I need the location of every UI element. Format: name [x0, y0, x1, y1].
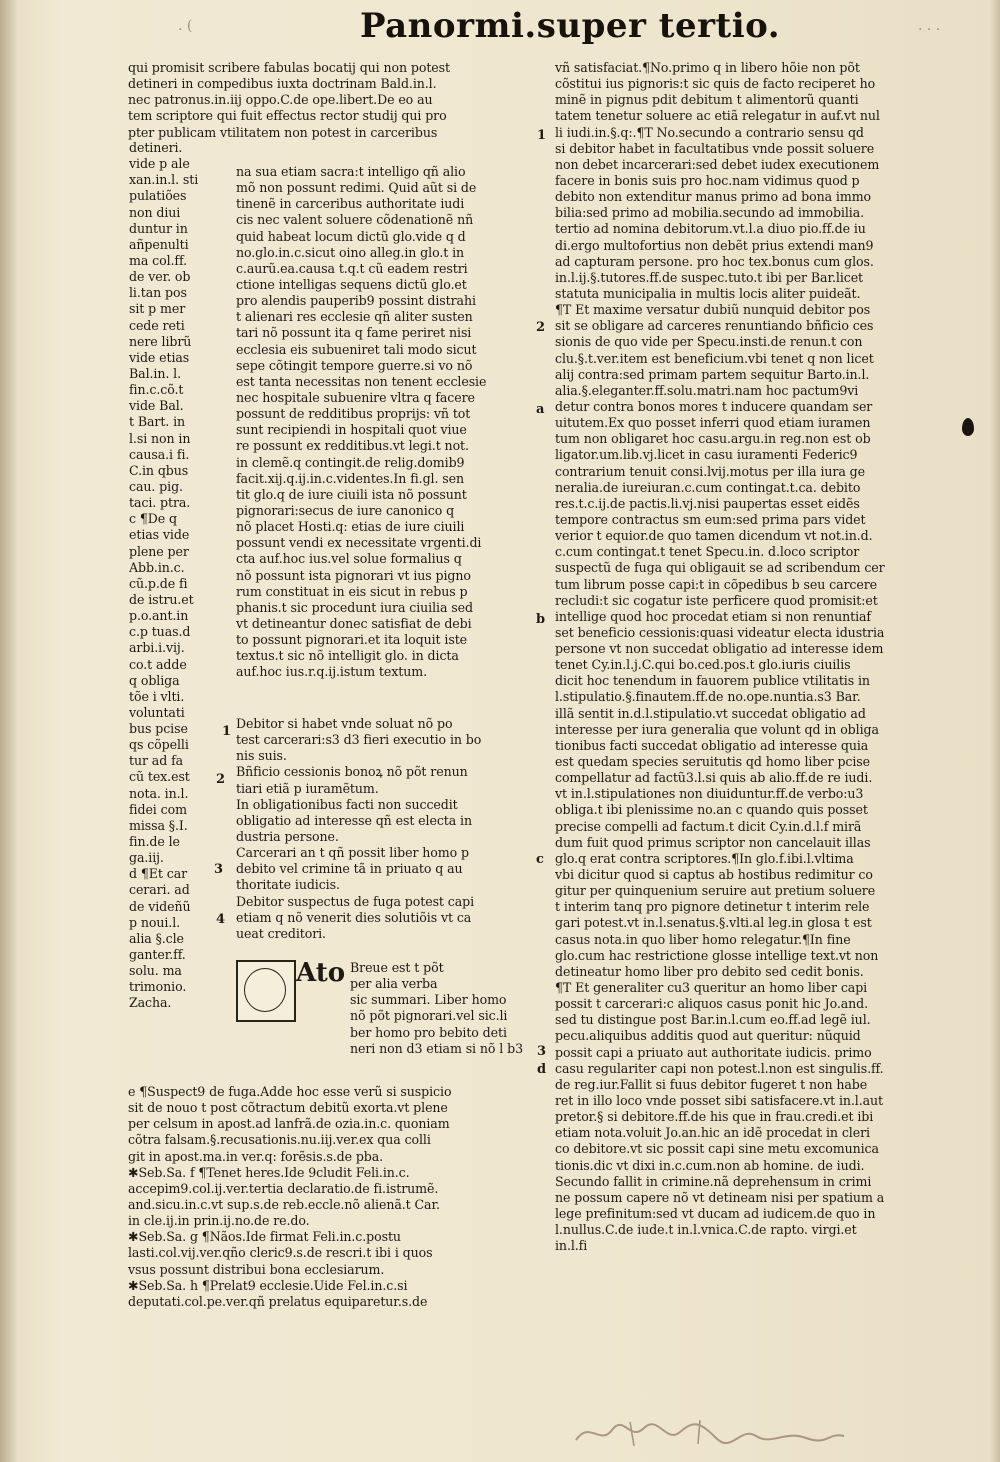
gloss-line: trimonio. [129, 979, 187, 995]
annotation-line: per celsum in apost.ad lanfrã.de ozia.in.c. quoniam [128, 1116, 450, 1132]
summaria-list [236, 716, 532, 942]
gloss-line: vide p ale [129, 156, 190, 172]
annotation-line: sit de nouo t post cõtractum debitũ exorta.vt plene [128, 1100, 448, 1116]
margin-ref-c: c [536, 852, 544, 867]
gloss-line: sit p mer [129, 301, 186, 317]
text-line: uitutem.Ex quo posset inferri quod etiam iuramen [555, 415, 871, 431]
text-line: re possunt ex redditibus.vt legi.t not. [236, 438, 469, 454]
text-line: nec patronus.in.iij oppo.C.de ope.libert.De eo au [128, 92, 433, 108]
summary-number-4: 4 [216, 912, 226, 927]
margin-ref-b: b [536, 612, 546, 627]
text-line: possit capi a priuato aut authoritate iudicis. primo [555, 1044, 872, 1060]
text-line: tempore contractus sm eum:sed prima pars videt [555, 511, 866, 527]
text-line: nõ placet Hosti.q: etias de iure ciuili [236, 519, 465, 535]
column-a-top-text [128, 60, 538, 141]
gloss-line: pulatiões [129, 188, 187, 204]
handwritten-signature [570, 1412, 850, 1452]
running-head: Panormi.super tertio. [360, 6, 781, 46]
text-line: facit.xij.q.ij.in.c.videntes.In fi.gl. sen [236, 470, 465, 486]
text-line: tatem tenetur soluere ac etiã relegatur in auf.vt nul [555, 108, 880, 124]
gloss-line: duntur in [129, 220, 188, 236]
text-line: interesse per iura generalia que volunt qd in obliga [555, 721, 879, 737]
gloss-line: de ver. ob [129, 269, 191, 285]
marginal-gloss-column [129, 140, 224, 1012]
margin-ref-2: 2 [536, 320, 546, 335]
text-line: li iudi.in.§.q:.¶T No.secundo a contrario sensu qd [555, 124, 864, 140]
annotation-line: and.sicu.in.c.vt sup.s.de reb.eccle.nõ alienã.t Car. [128, 1196, 440, 1212]
summary-line: In obligationibus facti non succedit [236, 796, 458, 812]
summary-line: ueat creditori. [236, 925, 326, 941]
text-line: tum librum posse capi:t in cõpedibus b seu carcere [555, 576, 877, 592]
text-line: ecclesia eis subueniret tali modo sicut [236, 341, 477, 357]
text-line: detineri in compedibus iuxta doctrinam Bald.in.l. [128, 76, 437, 92]
gloss-line: Bal.in. l. [129, 365, 181, 381]
gloss-line: vide Bal. [129, 398, 184, 414]
gloss-line: nota. in.l. [129, 785, 189, 801]
text-line: glo.cum hac restrictione glosse intellige text.vt non [555, 947, 879, 963]
summary-line: Carcerari an t qñ possit liber homo p [236, 845, 469, 861]
gloss-line: tõe i vlti. [129, 688, 185, 704]
gloss-line: p.o.ant.in [129, 608, 189, 624]
text-line: rum constituat in eis sicut in rebus p [236, 583, 468, 599]
gloss-line: nere librũ [129, 333, 192, 349]
gloss-line: non diui [129, 204, 181, 220]
text-line: ¶T Et generaliter cu3 queritur an homo liber capi [555, 980, 868, 996]
column-a-annotations [128, 1084, 538, 1310]
margin-ref-3: 3 [537, 1044, 547, 1059]
text-line: persone vt non succedat obligatio ad interesse idem [555, 641, 884, 657]
gloss-line: Abb.in.c. [129, 559, 185, 575]
text-line: pignorari:secus de iure canonico q [236, 502, 455, 518]
text-line: est quedam species seruitutis qd homo liber pcise [555, 754, 870, 770]
annotation-line: deputati.col.pe.ver.qñ prelatus equiparetur.s.de [128, 1293, 428, 1309]
text-line: ctione intelligas sequens dictũ glo.et [236, 276, 467, 292]
text-line: di.ergo multofortius non debẽt prius extendi man9 [555, 237, 874, 253]
gloss-line: plene per [129, 543, 189, 559]
text-line: c.cum contingat.t tenet Specu.in. d.loco scriptor [555, 544, 860, 560]
text-line: c.aurũ.ea.causa t.q.t cũ eadem restri [236, 260, 468, 276]
gloss-line: alia §.cle [129, 930, 184, 946]
summary-line: debito vel crimine tã in priuato q au [236, 861, 463, 877]
gloss-line: fidei com [129, 801, 187, 817]
text-line: sionis de quo vide per Specu.insti.de renun.t con [555, 334, 863, 350]
gloss-line: ga.iij. [129, 850, 164, 866]
gloss-line: d ¶Et car [129, 866, 188, 882]
text-line: casu regulariter capi non potest.l.non est singulis.ff. [555, 1060, 884, 1076]
summary-line: Bñficio cessionis bonoꝝ nõ põt renun [236, 764, 468, 780]
text-line: gari potest.vt in.l.senatus.§.vlti.al leg.in glosa t est [555, 915, 872, 931]
annotation-line: e ¶Suspect9 de fuga.Adde hoc esse verũ si suspicio [128, 1084, 452, 1099]
text-line: ligator.um.lib.vj.licet in casu iuramenti Federic9 [555, 447, 858, 463]
text-line: facere in bonis suis pro hoc.nam vidimus quod p [555, 172, 860, 188]
gloss-line: taci. ptra. [129, 495, 191, 511]
text-line: alia.§.eleganter.ff.solu.matri.nam hoc pactum9vi [555, 382, 859, 398]
text-line: textus.t sic nõ intelligit glo. in dicta [236, 648, 459, 664]
text-line: in.l.fi [555, 1238, 588, 1254]
gloss-line: fin.c.cõ.t [129, 382, 184, 398]
column-a-middle-text [236, 164, 532, 681]
initial-ornament [244, 968, 286, 1012]
summary-number-1: 1 [222, 724, 232, 739]
text-line: pecu.aliquibus additis quod aut queritur: nũquid [555, 1028, 861, 1044]
text-line: dicit hoc tenendum in fauorem publice vtilitatis in [555, 673, 870, 689]
decorated-initial-n [236, 960, 296, 1022]
annotation-line: vsus possunt distribui bona ecclesiarum. [128, 1261, 385, 1277]
gloss-line: ma col.ff. [129, 252, 187, 268]
text-line: tem scriptore qui fuit effectus rector studij qui pro [128, 108, 447, 124]
gloss-line: etias vide [129, 527, 190, 543]
text-line: possunt vendi ex necessitate vrgenti.di [236, 535, 482, 551]
text-line: t alienari res ecclesie qñ aliter susten [236, 309, 473, 325]
ink-blot-mark [962, 418, 974, 436]
text-line: neralia.de iureiuran.c.cum contingat.t.ca. debito [555, 479, 861, 495]
text-line: t interim tanq pro pignore detinetur t interim rele [555, 899, 870, 915]
text-line: bilia:sed primo ad mobilia.secundo ad immobilia. [555, 205, 865, 221]
text-line: obliga.t ibi plenissime no.an c quando quis posset [555, 802, 868, 818]
gloss-line: p noui.l. [129, 914, 181, 930]
text-line: nec hospitale subuenire vltra q facere [236, 389, 475, 405]
gloss-line: c ¶De q [129, 511, 177, 527]
corner-mark-right: . . . [918, 18, 941, 34]
text-line: mõ non possunt redimi. Quid aũt si de [236, 180, 477, 196]
gloss-line: C.in qbus [129, 462, 189, 478]
gloss-line: t Bart. in [129, 414, 186, 430]
gloss-line: qs cõpelli [129, 737, 189, 753]
text-line: phanis.t sic procedunt iura ciuilia sed [236, 599, 473, 615]
text-line: auf.hoc ius.r.q.ij.istum textum. [236, 664, 427, 680]
text-line: verior t equior.de quo tamen dicendum vt not.in.d. [555, 528, 873, 544]
incipit-line: sic summari. Liber homo [350, 992, 507, 1008]
text-line: tinenẽ in carceribus authoritate iudi [236, 196, 465, 212]
annotation-line: cõtra falsam.§.recusationis.nu.iij.ver.ex qua colli [128, 1132, 431, 1148]
summary-line: test carcerari:s3 d3 fieri executio in bo [236, 732, 482, 748]
gloss-line: l.si non in [129, 430, 191, 446]
annotation-line: ✱Seb.Sa. f ¶Tenet heres.Ide 9cludit Feli.in.c. [128, 1164, 410, 1180]
text-line: tertio ad nomina debitorum.vt.l.a diuo pio.ff.de iu [555, 221, 866, 237]
gloss-line: cede reti [129, 317, 185, 333]
text-line: quid habeat locum dictũ glo.vide q d [236, 228, 466, 244]
gutter-shadow [0, 0, 18, 1462]
text-line: est tanta necessitas non tenent ecclesie [236, 373, 487, 389]
column-b-text [555, 60, 967, 1254]
text-line: casus nota.in quo liber homo relegatur.¶In fine [555, 931, 851, 947]
summary-number-3: 3 [214, 862, 224, 877]
gloss-line: solu. ma [129, 963, 182, 979]
gloss-line: fin.de le [129, 834, 180, 850]
incipit-line: nõ põt pignorari.vel sic.li [350, 1008, 508, 1024]
text-line: tari nõ possunt ita q fame periret nisi [236, 325, 472, 341]
text-line: sunt recipiendi in hospitali quot viue [236, 422, 467, 438]
text-line: alij contra:sed primam partem sequitur Barto.in.l. [555, 366, 870, 382]
gloss-line: missa §.I. [129, 817, 188, 833]
text-line: sed tu distingue post Bar.in.l.cum eo.ff.ad legẽ iul. [555, 1012, 871, 1028]
summary-line: etiam q nõ venerit dies solutiõis vt ca [236, 909, 472, 925]
text-line: possit t carcerari:c aliquos casus ponit hic Jo.and. [555, 996, 869, 1012]
incipit-line: ber homo pro bebito deti [350, 1024, 507, 1040]
text-line: detur contra bonos mores t inducere quandam ser [555, 398, 873, 414]
summary-line: dustria persone. [236, 828, 339, 844]
text-line: ne possum capere nõ vt detineam nisi per spatium a [555, 1189, 885, 1205]
text-line: possunt de redditibus proprijs: vñ tot [236, 406, 471, 422]
incipit-line: per alia verba [350, 976, 438, 992]
margin-ref-d: d [537, 1062, 547, 1077]
text-line: Secundo fallit in crimine.nã deprehensum in crimi [555, 1173, 872, 1189]
text-line: tionis.dic vt dixi in.c.cum.non ab homine. de iudi. [555, 1157, 865, 1173]
text-line: tit glo.q de iure ciuili ista nõ possunt [236, 486, 467, 502]
text-line: compellatur ad factũ3.l.si quis ab alio.ff.de re iudi. [555, 770, 873, 786]
text-line: lege prefinitum:sed vt ducam ad iudicem.de quo in [555, 1205, 876, 1221]
text-line: tum non obligaret hoc casu.argu.in reg.non est ob [555, 431, 871, 447]
text-line: glo.q erat contra scriptores.¶In glo.f.ibi.l.vltima [555, 850, 854, 866]
summary-number-2: 2 [216, 772, 226, 787]
summary-line: Debitor si habet vnde soluat nõ po [236, 716, 453, 731]
gloss-line: de istru.et [129, 591, 194, 607]
gloss-line: xan.in.l. sti [129, 172, 199, 188]
gloss-line: arbi.i.vij. [129, 640, 185, 656]
text-line: de reg.iur.Fallit si fuus debitor fugeret t non habe [555, 1076, 868, 1092]
text-line: ¶T Et maxime versatur dubiũ nunquid debitor pos [555, 302, 871, 318]
text-line: si debitor habet in facultatibus vnde possit soluere [555, 140, 875, 156]
text-line: cis nec valent soluere cõdenationẽ nñ [236, 212, 474, 228]
text-line: clu.§.t.ver.item est beneficium.vbi tenet q non licet [555, 350, 874, 366]
text-line: to possunt pignorari.et ita loquit iste [236, 632, 468, 648]
text-line: l.stipulatio.§.finautem.ff.de no.ope.nuntia.s3 Bar. [555, 689, 861, 705]
annotation-line: accepim9.col.ij.ver.tertia declaratio.de fi.istrumẽ. [128, 1180, 439, 1196]
incipit-text [350, 960, 532, 1057]
text-line: contrarium tenuit consi.lvij.motus per illa iura ge [555, 463, 865, 479]
text-line: debito non extenditur manus primo ad bona immo [555, 189, 872, 205]
text-line: cta auf.hoc ius.vel solue formalius q [236, 551, 462, 567]
text-line: non debet incarcerari:sed debet iudex executionem [555, 156, 880, 172]
text-line: ret in illo loco vnde posset sibi satisfacere.vt in.l.aut [555, 1093, 884, 1108]
gloss-line: bus pcise [129, 721, 188, 737]
incipit-word: Ato [296, 958, 346, 988]
annotation-line: ✱Seb.Sa. g ¶Nãos.Ide firmat Feli.in.c.postu [128, 1229, 401, 1245]
text-line: tionibus facti succedat obligatio ad interesse quia [555, 737, 869, 753]
incipit-line: neri non d3 etiam si nõ l b3 [350, 1040, 523, 1056]
text-line: statuta municipalia in multis locis aliter puideãt. [555, 285, 861, 301]
text-line: vt in.l.stipulationes non diuiduntur.ff.de verbo:u3 [555, 786, 864, 802]
annotation-line: ✱Seb.Sa. h ¶Prelat9 ecclesie.Uide Fel.in.c.si [128, 1277, 408, 1293]
annotation-line: in cle.ij.in prin.ij.no.de re.do. [128, 1213, 310, 1229]
text-line: pro alendis pauperib9 possint distrahi [236, 293, 476, 309]
text-line: illã sentit in.d.l.stipulatio.vt succedat obligatio ad [555, 705, 866, 721]
gloss-line: voluntati [129, 704, 185, 720]
text-line: gitur per quinquenium seruire aut pretium soluere [555, 883, 876, 899]
page-edge-shadow [990, 0, 1000, 1462]
annotation-line: git in apost.ma.in ver.q: forẽsis.s.de pba. [128, 1148, 384, 1164]
gloss-line: tur ad fa [129, 753, 184, 769]
text-line: set beneficio cessionis:quasi videatur electa idustria [555, 624, 885, 640]
text-line: vñ satisfaciat.¶No.primo q in libero hõie non põt [555, 60, 860, 75]
gloss-line: ganter.ff. [129, 947, 186, 963]
text-line: vbi dicitur quod si captus ab hostibus redimitur co [555, 867, 873, 883]
summary-line: obligatio ad interesse qñ est electa in [236, 812, 472, 828]
gloss-line: causa.i fi. [129, 446, 190, 462]
text-line: tenet Cy.in.l.j.C.qui bo.ced.pos.t glo.iuris ciuilis [555, 657, 851, 673]
text-line: sepe cõtingit tempore guerre.si vo nõ [236, 357, 473, 373]
text-line: in clemẽ.q contingit.de relig.domib9 [236, 454, 465, 470]
text-line: precise compelli ad factum.t dicit Cy.in.d.l.f mirã [555, 818, 862, 834]
gloss-line: cau. pig. [129, 478, 183, 494]
text-line: intellige quod hoc procedat etiam si non renuntiaf [555, 608, 871, 624]
text-line: cõstitui ius pignoris:t sic quis de facto reciperet ho [555, 76, 876, 92]
gloss-line: cũ tex.est [129, 769, 190, 785]
annotation-line: lasti.col.vij.ver.qño cleric9.s.de rescri.t ibi i quos [128, 1245, 433, 1261]
gloss-line: Zacha. [129, 995, 172, 1011]
text-line: in.l.ij.§.tutores.ff.de suspec.tuto.t ibi per Bar.licet [555, 269, 864, 285]
text-line: etiam nota.voluit Jo.an.hic an idẽ procedat in cleri [555, 1125, 870, 1141]
text-line: recludi:t sic cogatur iste perficere quod promisit:et [555, 592, 878, 608]
gloss-line: vide etias [129, 349, 190, 365]
gloss-line: añpenulti [129, 236, 189, 252]
gloss-line: cũ.p.de fi [129, 575, 188, 591]
text-line: minẽ in pignus pdit debitum t alimentorũ quanti [555, 92, 859, 108]
text-line: vt detineantur donec satisfiat de debi [236, 615, 472, 631]
margin-ref-a: a [536, 402, 545, 417]
gloss-line: cerari. ad [129, 882, 190, 898]
gloss-line: q obliga [129, 672, 180, 688]
gloss-line: detineri. [129, 140, 183, 155]
text-line: na sua etiam sacra:t intelligo qñ alio [236, 164, 466, 179]
gloss-line: de videñũ [129, 898, 191, 914]
summary-line: thoritate iudicis. [236, 877, 340, 893]
text-line: sit se obligare ad carceres renuntiando bñficio ces [555, 318, 874, 334]
incipit-line: Breue est t põt [350, 960, 444, 975]
gloss-line: li.tan pos [129, 285, 187, 301]
text-line: suspectũ de fuga qui obligauit se ad scribendum cer [555, 560, 885, 576]
text-line: qui promisit scribere fabulas bocatij qui non potest [128, 60, 450, 75]
text-line: detineatur homo liber pro debito sed cedit bonis. [555, 963, 864, 979]
text-line: ad capturam persone. pro hoc tex.bonus cum glos. [555, 253, 874, 269]
summary-line: tiari etiã p iuramẽtum. [236, 780, 379, 796]
corner-mark-left: . ( [178, 18, 193, 34]
summary-line: Debitor suspectus de fuga potest capi [236, 893, 475, 909]
summary-line: nis suis. [236, 748, 287, 764]
text-line: pretor.§ si debitore.ff.de his que in frau.credi.et ibi [555, 1109, 874, 1125]
text-line: pter publicam vtilitatem non potest in carceribus [128, 124, 438, 140]
text-line: co debitore.vt sic possit capi sine metu excomunica [555, 1141, 879, 1157]
text-line: dum fuit quod primus scriptor non cancelauit illas [555, 834, 871, 850]
text-line: nõ possunt ista pignorari vt ius pigno [236, 567, 471, 583]
gloss-line: c.p tuas.d [129, 624, 191, 640]
margin-ref-1: 1 [537, 128, 547, 143]
text-line: res.t.c.ij.de pactis.li.vj.nisi paupertas esset eidẽs [555, 495, 860, 511]
gloss-line: co.t adde [129, 656, 187, 672]
text-line: l.nullus.C.de iude.t in.l.vnica.C.de rapto. virgi.et [555, 1222, 857, 1238]
text-line: no.glo.in.c.sicut oino alleg.in glo.t in [236, 244, 465, 260]
